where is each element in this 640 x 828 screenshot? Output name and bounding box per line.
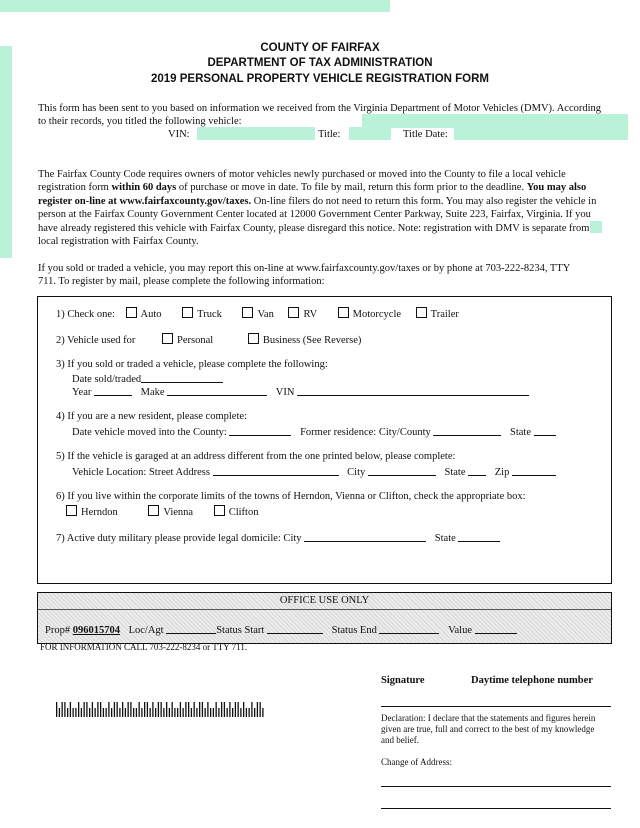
street-address-field[interactable] <box>213 465 339 476</box>
phone-label: Daytime telephone number <box>471 675 593 686</box>
redaction-title <box>349 127 391 140</box>
q1-vehicle-type: 1) Check one: Auto Truck Van RV Motorcycle Trailer <box>56 309 459 320</box>
info-call-text: FOR INFORMATION CALL 703-222-8234 or TTY 711. <box>40 642 248 652</box>
header-county: COUNTY OF FAIRFAX <box>260 42 380 54</box>
personal-checkbox[interactable] <box>162 333 173 344</box>
sold-vehicle-paragraph: If you sold or traded a vehicle, you may report this on-line at www.fairfaxcounty.gov/taxes or by phone at 703-222-8234, TTY 711. To register by mail, please complete the following information: <box>38 263 570 288</box>
former-city-field[interactable] <box>433 425 501 436</box>
intro-text: This form has been sent to you based on information we received from the Virginia Department of Motor Vehicles (DMV). According to their records, you titled the following vehicle: <box>38 103 602 128</box>
domicile-city-field[interactable] <box>304 531 426 542</box>
motorcycle-checkbox[interactable] <box>338 307 349 318</box>
state-field[interactable] <box>468 465 486 476</box>
q3-details: Year Make VIN <box>72 385 529 398</box>
address-line-2[interactable] <box>381 808 611 809</box>
herndon-checkbox[interactable] <box>66 505 77 516</box>
clifton-checkbox[interactable] <box>214 505 225 516</box>
auto-checkbox[interactable] <box>126 307 137 318</box>
zip-field[interactable] <box>512 465 556 476</box>
former-state-field[interactable] <box>534 425 556 436</box>
address-line-1[interactable] <box>381 786 611 787</box>
q3-label: 3) If you sold or traded a vehicle, please complete the following: <box>56 359 328 370</box>
title-label: Title: <box>318 129 341 140</box>
vin-label: VIN: <box>168 129 190 140</box>
declaration-text: Declaration: I declare that the statements and figures herein given are true, full and correct to the best of my knowledge and belief. <box>381 713 596 745</box>
business-checkbox[interactable] <box>248 333 259 344</box>
q6-label: 6) If you live within the corporate limits of the towns of Herndon, Vienna or Clifton, check the appropriate box: <box>56 491 526 502</box>
q7-military: 7) Active duty military please provide legal domicile: City State <box>56 531 500 544</box>
date-sold-field[interactable] <box>141 372 223 383</box>
date-moved-field[interactable] <box>229 425 291 436</box>
trailer-checkbox[interactable] <box>416 307 427 318</box>
truck-checkbox[interactable] <box>182 307 193 318</box>
q2-vehicle-use: 2) Vehicle used for Personal Business (See Reverse) <box>56 335 362 346</box>
redaction-top <box>0 0 390 12</box>
q4-details: Date vehicle moved into the County: Former residence: City/County State <box>72 425 556 438</box>
redaction-title-date <box>454 127 628 140</box>
office-use-title: OFFICE USE ONLY <box>279 595 370 606</box>
registration-requirement-paragraph: The Fairfax County Code requires owners of motor vehicles newly purchased or moved into the County to file a local vehicle registration form within 60 days of purchase or move in date. To file by mail, return this form prior to the deadline. You may also register on-line at www.fairfaxcounty.gov/taxes. On-line filers do not need to return this form. You may also register the vehicle in person at the Fairfax County Government Center located at 12000 Government Center Parkway, Suite 223, Fairfax, Virginia. If you have already registered this vehicle with Fairfax County, please disregard this notice. Note: registration with DMV is separate from local registration with Fairfax County. <box>38 169 597 248</box>
signature-line[interactable] <box>381 706 611 707</box>
vehicle-info-form <box>37 296 612 584</box>
q5-label: 5) If the vehicle is garaged at an address different from the one printed below, please complete: <box>56 451 456 462</box>
q6-towns: Herndon Vienna Clifton <box>66 505 258 518</box>
domicile-state-field[interactable] <box>458 531 500 542</box>
header-department: DEPARTMENT OF TAX ADMINISTRATION <box>207 57 433 69</box>
year-field[interactable] <box>94 385 132 396</box>
office-use-box <box>37 592 612 644</box>
change-of-address-label: Change of Address: <box>381 757 452 767</box>
signature-label: Signature <box>381 675 425 686</box>
prop-number: 096015704 <box>72 625 120 636</box>
vin-field[interactable] <box>297 385 529 396</box>
rv-checkbox[interactable] <box>288 307 299 318</box>
postal-barcode <box>56 702 268 718</box>
q3-date-sold: Date sold/traded <box>72 372 223 385</box>
q4-label: 4) If you are a new resident, please complete: <box>56 411 247 422</box>
van-checkbox[interactable] <box>242 307 253 318</box>
redaction-vin <box>197 127 315 140</box>
office-use-fields: Prop# 096015704 Loc/Agt Status Start Status End Value <box>45 623 517 636</box>
header-form-title: 2019 PERSONAL PROPERTY VEHICLE REGISTRATION FORM <box>150 73 490 85</box>
title-date-label: Title Date: <box>403 129 448 140</box>
vienna-checkbox[interactable] <box>148 505 159 516</box>
city-field[interactable] <box>368 465 436 476</box>
make-field[interactable] <box>167 385 267 396</box>
q5-details: Vehicle Location: Street Address City State Zip <box>72 465 556 478</box>
